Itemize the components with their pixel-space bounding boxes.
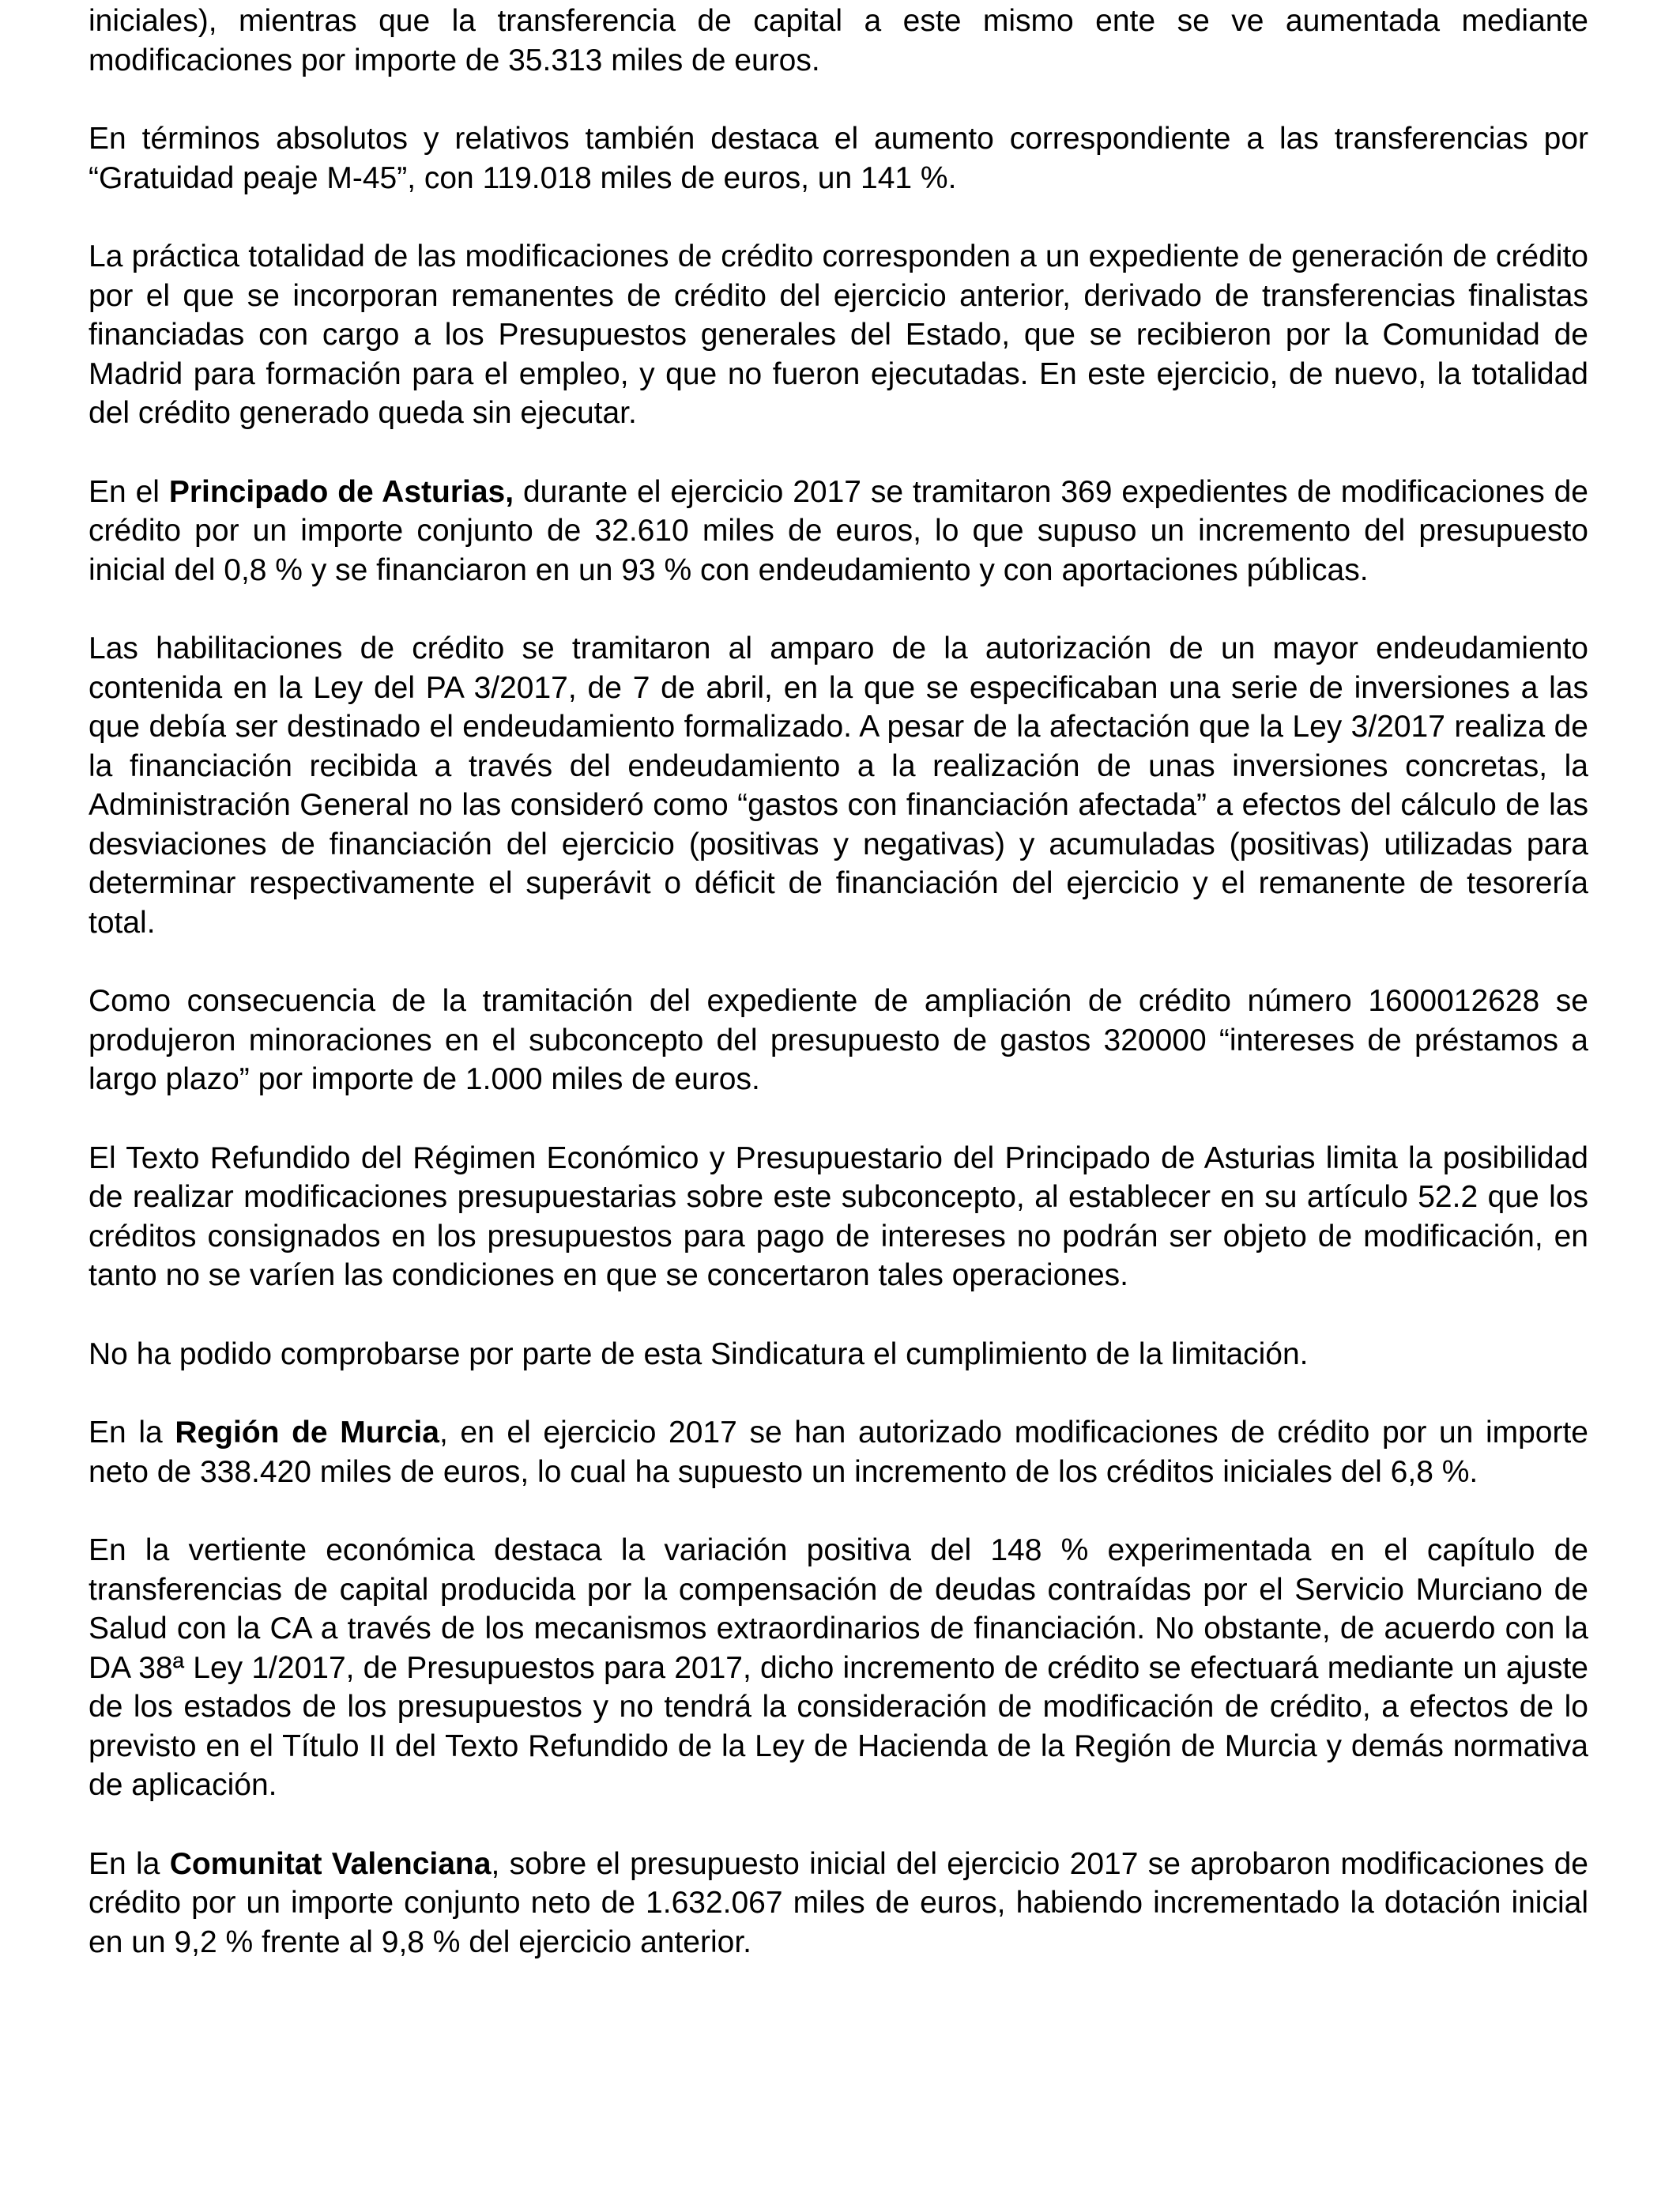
paragraph-limitacion: No ha podido comprobarse por parte de esta Sindicatura el cumplimiento de la limitación. bbox=[89, 1336, 1309, 1371]
paragraph-region-murcia bbox=[89, 1413, 1588, 1491]
paragraph-gratuidad-peaje: En términos absolutos y relativos también destaca el aumento correspondiente a las transferencias por “Gratuidad peaje M-45”, con 119.018 miles de euros, un 141 %. bbox=[89, 122, 1588, 195]
paragraph-lead-text: En la bbox=[89, 1416, 175, 1449]
paragraph-comunitat-valenciana bbox=[89, 1845, 1588, 1962]
paragraph-lead-text: En el bbox=[89, 474, 169, 509]
paragraph-transferencia-capital: iniciales), mientras que la transferencia de capital a este mismo ente se ve aumentada mediante modificaciones por importe de 35.313 miles de euros. bbox=[89, 4, 1588, 77]
paragraph-ampliacion-credito: Como consecuencia de la tramitación del expediente de ampliación de crédito número 1600012628 se produjeron minoraciones en el subconcepto del presupuesto de gastos 320000 “intereses de préstamos a largo plazo” por importe de 1.000 miles de euros. bbox=[89, 984, 1588, 1096]
paragraph-generacion-credito: La práctica totalidad de las modificaciones de crédito corresponden a un expediente de generación de crédito por el que se incorporan remanentes de crédito del ejercicio anterior, derivado de transferencias finalistas financiadas con cargo a los Presupuestos generales del Estado, que se recibieron por la Comunidad de Madrid para formación para el empleo, y que no fueron ejecutadas. En este ejercicio, de nuevo, la totalidad del crédito generado queda sin ejecutar. bbox=[89, 239, 1588, 430]
paragraph-texto-refundido: El Texto Refundido del Régimen Económico y Presupuestario del Principado de Asturias limita la posibilidad de realizar modificaciones presupuestarias sobre este subconcepto, al establecer en su artículo 52.2 que los créditos consignados en los presupuestos para pago de intereses no podrán ser objeto de modificación, en tanto no se varíen las condiciones en que se concertaron tales operaciones. bbox=[89, 1140, 1588, 1292]
paragraph-principado-asturias bbox=[89, 473, 1588, 590]
paragraph-body-text: durante el ejercicio 2017 se tramitaron 369 expedientes de modificaciones de crédito por un importe conjunto de 32.610 miles de euros, lo que supuso un incremento del presupuesto inicial del 0,8 % y se financiaron en un 93 % con endeudamiento y con aportaciones públicas. bbox=[89, 474, 1588, 587]
paragraph-body-text: , sobre el presupuesto inicial del ejercicio 2017 se aprobaron modificaciones de crédito por un importe conjunto neto de 1.632.067 miles de euros, habiendo incrementado la dotación inicial en un 9,2 % frente al 9,8 % del ejercicio anterior. bbox=[89, 1846, 1588, 1959]
region-name-valenciana: Comunitat Valenciana bbox=[169, 1846, 492, 1881]
paragraph-body-text: , en el ejercicio 2017 se han autorizado modificaciones de crédito por un importe neto de 338.420 miles de euros, lo cual ha supuesto un incremento de los créditos iniciales del 6,8 %. bbox=[89, 1416, 1589, 1489]
paragraph-habilitaciones-credito: Las habilitaciones de crédito se tramitaron al amparo de la autorización de un mayor endeudamiento contenida en la Ley del PA 3/2017, de 7 de abril, en la que se especificaban una serie de inversiones a las que debía ser destinado el endeudamiento formalizado. A pesar de la afectación que la Ley 3/2017 realiza de la financiación recibida a través del endeudamiento a la realización de unas inversiones concretas, la Administración General no las consideró como “gastos con financiación afectada” a efectos del cálculo de las desviaciones de financiación del ejercicio (positivas y negativas) y acumuladas (positivas) utilizadas para determinar respectivamente el superávit o déficit de financiación del ejercicio y el remanente de tesorería total. bbox=[89, 631, 1588, 940]
paragraph-vertiente-economica: En la vertiente económica destaca la variación positiva del 148 % experimentada en el capítulo de transferencias de capital producida por la compensación de deudas contraídas por el Servicio Murciano de Salud con la CA a través de los mecanismos extraordinarios de financiación. No obstante, de acuerdo con la DA 38ª Ley 1/2017, de Presupuestos para 2017, dicho incremento de crédito se efectuará mediante un ajuste de los estados de los presupuestos y no tendrá la consideración de modificación de crédito, a efectos de lo previsto en el Título II del Texto Refundido de la Ley de Hacienda de la Región de Murcia y demás normativa de aplicación. bbox=[89, 1533, 1588, 1802]
document-page bbox=[89, 0, 1588, 2001]
region-name-murcia: Región de Murcia bbox=[175, 1416, 439, 1449]
region-name-asturias: Principado de Asturias, bbox=[168, 474, 514, 509]
paragraph-lead-text: En la bbox=[89, 1846, 170, 1881]
